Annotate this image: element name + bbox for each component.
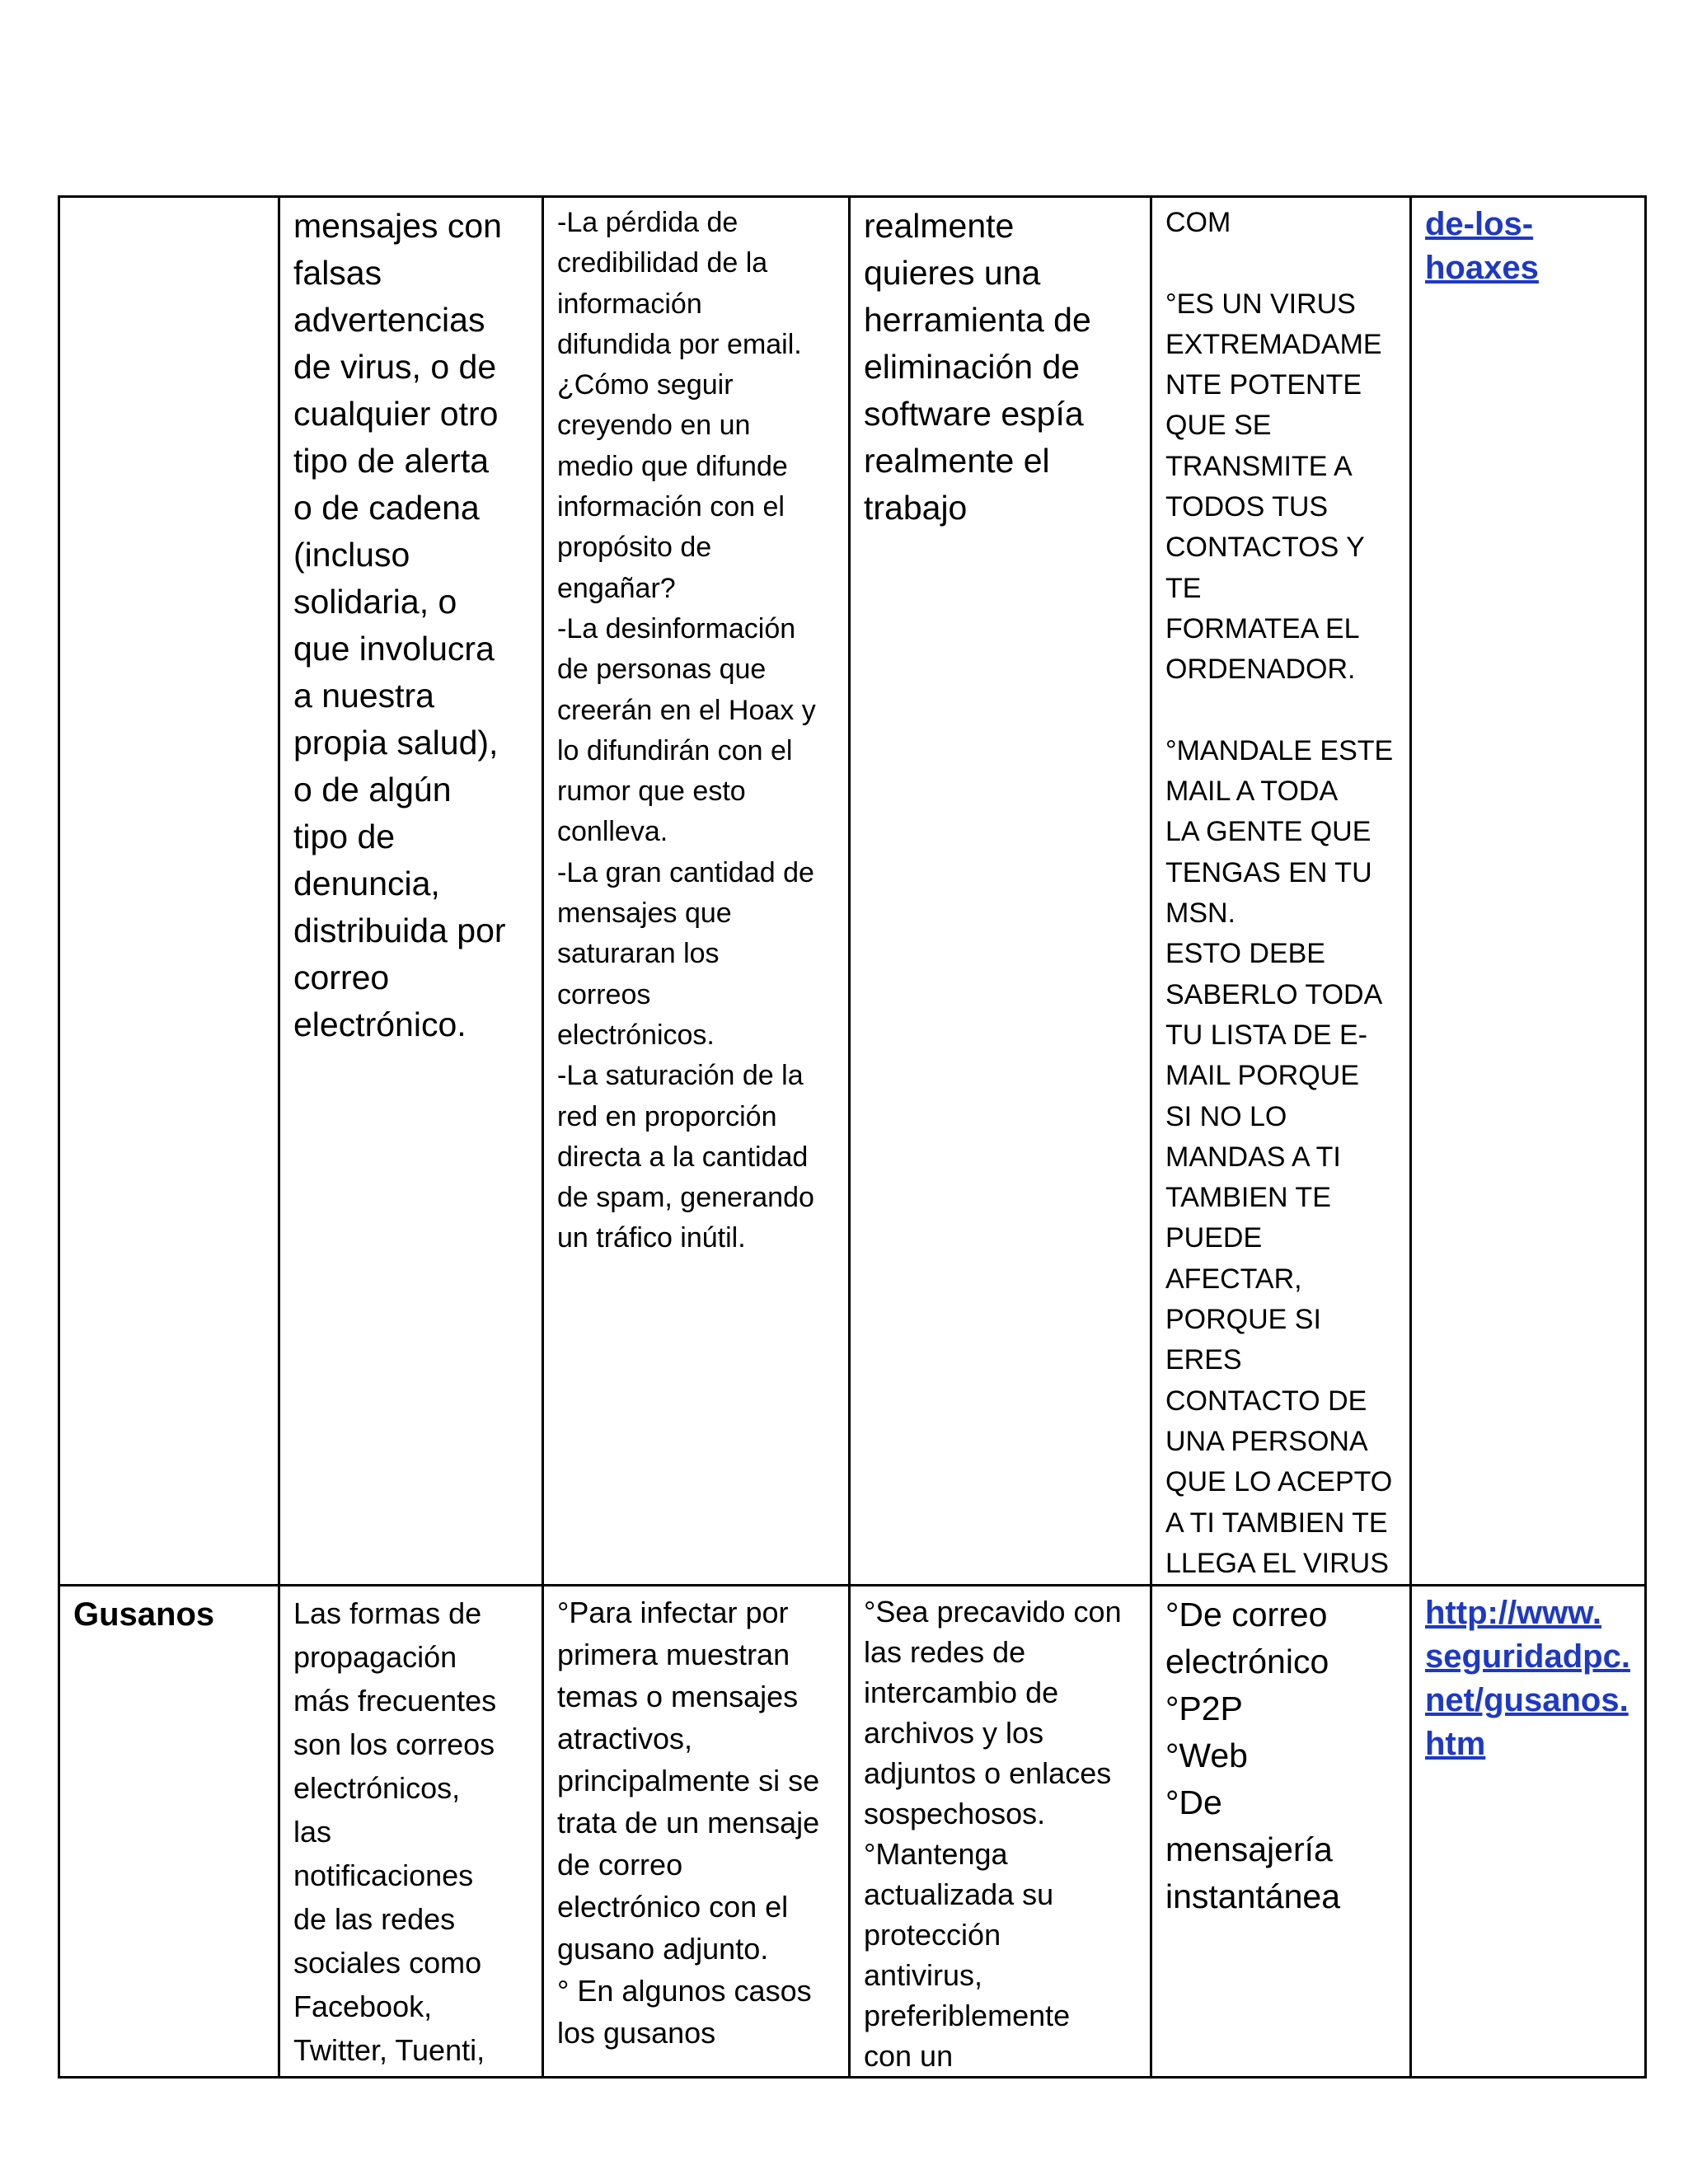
consequences-text: °Para infectar por primera muestran temas o mensajes atractivos, principalmente si se trata de un mensaje de correo electrónico con el gusano adjunto. ° En algunos casos los gusanos [557, 1596, 820, 2050]
type-cell [59, 1586, 279, 2078]
consequences-cell [543, 197, 850, 1586]
malware-table [58, 195, 1647, 2079]
type-cell [59, 197, 279, 1586]
consequences-cell [543, 1586, 850, 2078]
prevention-cell [850, 197, 1151, 1586]
link-cell [1411, 197, 1646, 1586]
examples-text: COM °ES UN VIRUS EXTREMADAME NTE POTENTE QUE SE TRANSMITE A TODOS TUS CONTACTOS Y TE FORMATEA EL ORDENADOR. °MANDALE ESTE MAIL A TODA LA GENTE QUE TENGAS EN TU MSN. ESTO DEBE SABERLO TODA TU LISTA DE E- MAIL PORQUE SI NO LO MANDAS A TI TAMBIEN TE PUEDE AFECTAR, PORQUE SI ERES CONTACTO DE UNA PERSONA QUE LO ACEPTO A TI TAMBIEN TE LLEGA EL VIRUS [1165, 207, 1394, 1579]
reference-link[interactable]: http://www. seguridadpc. net/gusanos. htm [1425, 1595, 1630, 1763]
link-cell [1411, 1586, 1646, 2078]
examples-cell [1151, 197, 1411, 1586]
description-text: mensajes con falsas advertencias de virus, o de cualquier otro tipo de alerta o de cadena (incluso solidaria, o que involucra a nuestra propia salud), o de algún tipo de denuncia, distribuida por correo electrónico. [293, 207, 506, 1043]
description-cell [279, 197, 543, 1586]
description-text: Las formas de propagación más frecuentes son los correos electrónicos, las notificaciones de las redes sociales como Facebook, Twitter, Tuenti, [293, 1596, 497, 2068]
prevention-text: realmente quieres una herramienta de eliminación de software espía realmente el trabajo [864, 207, 1091, 527]
table-row [59, 1586, 1646, 2078]
description-cell [279, 1586, 543, 2078]
prevention-text: °Sea precavido con las redes de intercambio de archivos y los adjuntos o enlaces sospechosos. °Mantenga actualizada su protección antivirus, preferiblemente con un [864, 1595, 1122, 2074]
examples-text: °De correo electrónico °P2P °Web °De mensajería instantánea [1165, 1596, 1341, 1916]
consequences-text: -La pérdida de credibilidad de la información difundida por email. ¿Cómo seguir creyendo en un medio que difunde información con el propósito de engañar? -La desinformación de personas que creerán en el Hoax y lo difundirán con el rumor que esto conlleva. -La gran cantidad de mensajes que saturaran los correos electrónicos. -La saturación de la red en proporción directa a la cantidad de spam, generando un tráfico inútil. [557, 207, 816, 1254]
type-label: Gusanos [73, 1596, 215, 1633]
reference-link[interactable]: de-los- hoaxes [1425, 206, 1539, 286]
table-row [59, 197, 1646, 1586]
prevention-cell [850, 1586, 1151, 2078]
examples-cell [1151, 1586, 1411, 2078]
